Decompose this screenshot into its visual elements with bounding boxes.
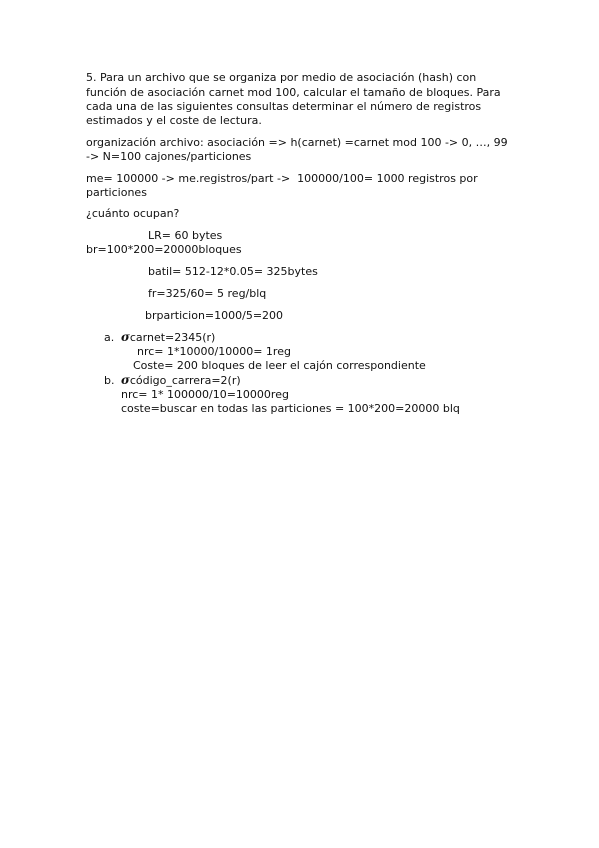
item-a-marker: a. [104, 331, 115, 344]
organizacion-line-1: organización archivo: asociación => h(carnet) =carnet mod 100 -> 0, …, 99 [86, 136, 508, 149]
me-line-1: me= 100000 -> me.registros/part -> 100000/100= 1000 registros por [86, 172, 478, 185]
item-b-text: código_carrera=2(r) [129, 374, 241, 387]
sigma-symbol: σ [121, 330, 130, 344]
problem-line-2: función de asociación carnet mod 100, calcular el tamaño de bloques. Para [86, 86, 501, 99]
problem-line-1: 5. Para un archivo que se organiza por medio de asociación (hash) con [86, 71, 477, 84]
batil-text: batil= 512-12*0.05= 325bytes [148, 265, 318, 278]
sigma-symbol: σ [121, 373, 130, 387]
problem-line-3: cada una de las siguientes consultas determinar el número de registros [86, 100, 482, 113]
item-b-nrc: nrc= 1* 100000/10=10000reg [121, 388, 289, 401]
item-b-coste: coste=buscar en todas las particiones = 100*200=20000 blq [121, 402, 460, 415]
item-a-nrc: nrc= 1*10000/10000= 1reg [137, 345, 291, 358]
question-text: ¿cuánto ocupan? [86, 207, 180, 220]
item-b-heading [121, 374, 241, 387]
item-a-heading [121, 331, 215, 344]
organizacion-line-2: -> N=100 cajones/particiones [86, 150, 252, 163]
lr-text: LR= 60 bytes [148, 229, 223, 242]
fr-text: fr=325/60= 5 reg/blq [148, 287, 267, 300]
brparticion-text: brparticion=1000/5=200 [145, 309, 284, 322]
item-a-coste: Coste= 200 bloques de leer el cajón correspondiente [133, 359, 426, 372]
item-a-text: carnet=2345(r) [129, 331, 216, 344]
br-text: br=100*200=20000bloques [86, 243, 242, 256]
me-line-2: particiones [86, 186, 147, 199]
problem-line-4: estimados y el coste de lectura. [86, 114, 262, 127]
item-b-marker: b. [104, 374, 115, 387]
